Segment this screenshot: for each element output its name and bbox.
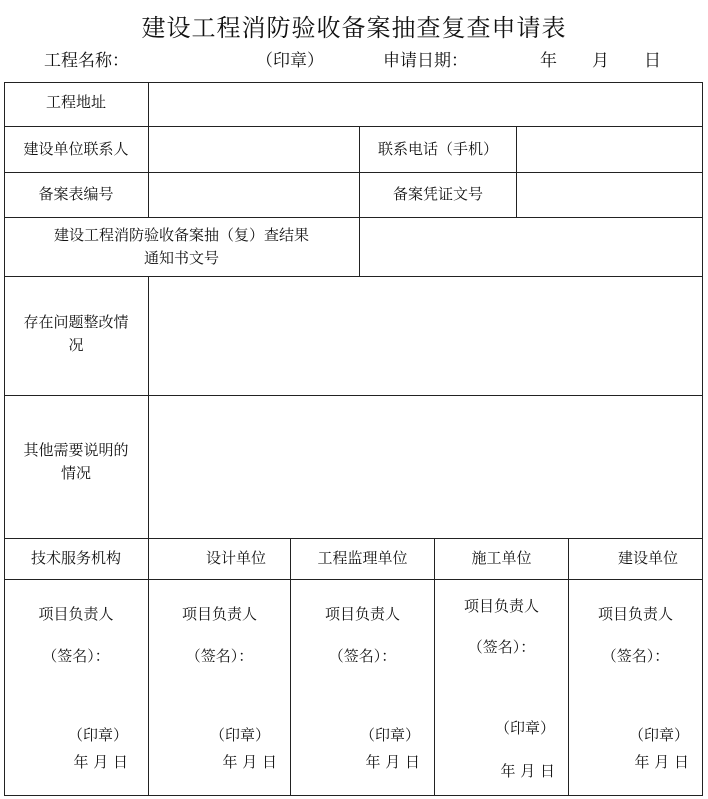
record-form-no-value[interactable]: [149, 173, 359, 217]
rule-row7: [4, 579, 703, 580]
issues-label-line1: 存在问题整改情: [23, 313, 129, 331]
sig-date-label: 年 月 日: [73, 753, 128, 771]
sig-leader-label: 项目负责人: [324, 605, 400, 623]
sig-leader-label: 项目负责人: [597, 605, 673, 623]
record-form-no-label: 备案表编号: [38, 185, 114, 203]
sig-date-label: 年 月 日: [365, 753, 420, 771]
unit-header-supervision: 工程监理单位: [317, 549, 408, 567]
project-address-label: 工程地址: [45, 93, 106, 111]
unit-header-design: 设计单位: [205, 549, 266, 567]
header-month: 月: [592, 51, 609, 71]
sig-seal-label: （印章）: [209, 726, 270, 744]
rule-right: [702, 82, 703, 796]
sig-seal-label: （印章）: [494, 719, 555, 737]
header-seal-label: （印章）: [256, 51, 324, 71]
unit-header-builder: 建设单位: [617, 549, 678, 567]
contact-phone-value[interactable]: [517, 127, 702, 172]
sig-sign-label: （签名）：: [467, 638, 536, 656]
sig-sign-label: （签名）：: [601, 647, 670, 665]
record-voucher-no-value[interactable]: [517, 173, 702, 217]
unit-header-tech-service: 技术服务机构: [30, 549, 121, 567]
notice-no-label-line2: 通知书文号: [143, 249, 219, 267]
builder-contact-label: 建设单位联系人: [23, 140, 129, 158]
unit-header-construction: 施工单位: [471, 549, 532, 567]
other-label-line2: 情况: [60, 464, 91, 482]
project-name-label: 工程名称：: [44, 51, 129, 71]
apply-date-label: 申请日期：: [383, 51, 468, 71]
record-voucher-no-label: 备案凭证文号: [392, 185, 483, 203]
sig-seal-label: （印章）: [67, 726, 128, 744]
sig-sign-label: （签名）：: [42, 647, 110, 665]
header-year: 年: [540, 51, 557, 71]
rule-row6: [4, 538, 703, 539]
issues-label-line2: 况: [68, 336, 84, 354]
rule-unit-col3: [434, 538, 435, 795]
document-title: 建设工程消防验收备案抽查复查申请表: [141, 14, 567, 42]
project-address-value[interactable]: [149, 83, 702, 126]
contact-phone-label: 联系电话（手机）: [377, 140, 498, 158]
other-value[interactable]: [149, 396, 702, 538]
sig-sign-label: （签名）：: [328, 647, 397, 665]
builder-contact-value[interactable]: [149, 127, 359, 172]
sig-date-label: 年 月 日: [500, 762, 555, 780]
sig-leader-label: 项目负责人: [181, 605, 257, 623]
header-day: 日: [644, 51, 661, 71]
other-label-line1: 其他需要说明的: [23, 441, 129, 459]
sig-leader-label: 项目负责人: [463, 597, 539, 615]
sig-leader-label: 项目负责人: [38, 605, 114, 623]
sig-seal-label: （印章）: [359, 726, 420, 744]
sig-date-label: 年 月 日: [222, 753, 277, 771]
issues-value[interactable]: [149, 277, 702, 395]
notice-no-value[interactable]: [360, 218, 702, 276]
application-form-table: [4, 82, 703, 796]
sig-seal-label: （印章）: [628, 726, 689, 744]
notice-no-label-line1: 建设工程消防验收备案抽（复）查结果: [53, 226, 309, 244]
rule-bottom: [4, 795, 703, 796]
sig-sign-label: （签名）：: [185, 647, 254, 665]
sig-date-label: 年 月 日: [634, 753, 689, 771]
